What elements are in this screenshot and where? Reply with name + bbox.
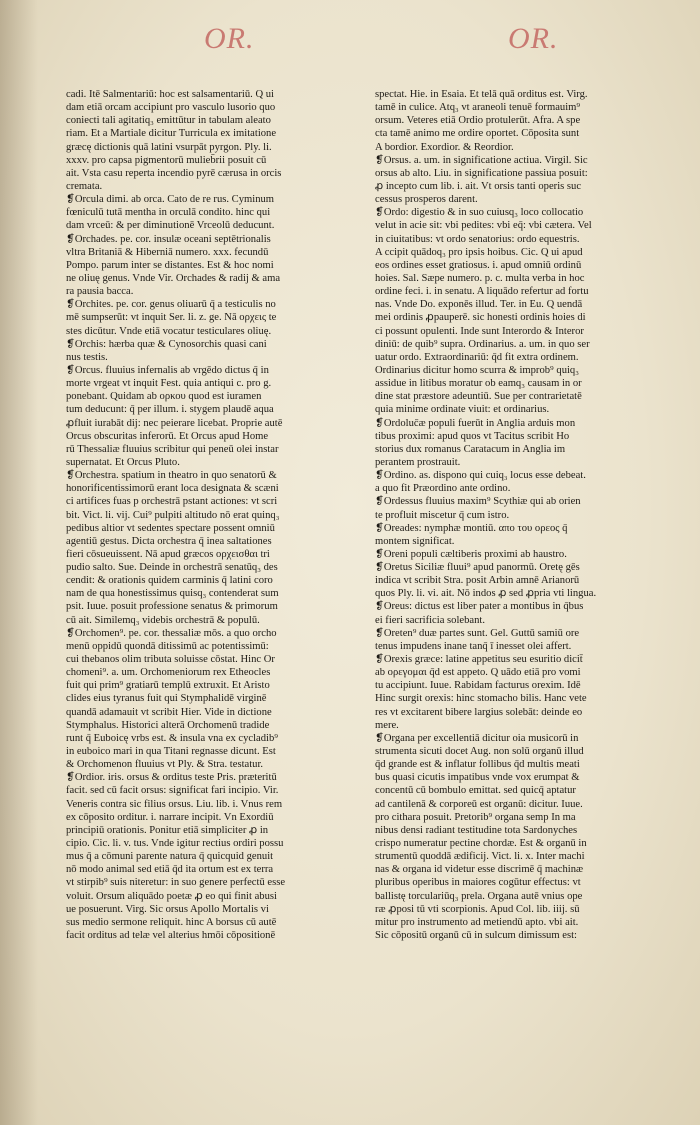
- text-line: ❡Ordior. iris. orsus & orditus teste Pris. præteritū: [66, 772, 277, 784]
- text-line: vltra Britaniā & Hiberniā numero. xxx. fecundū: [66, 246, 269, 258]
- text-line: in ciuitatibus: vt ordo senatorius: ordo equestris.: [375, 233, 580, 245]
- text-line: quos Ply. li. vi. ait. Nō indos ꝓ sed ꝓpria vti lingua.: [375, 588, 597, 600]
- running-head-left: OR.: [204, 22, 255, 55]
- text-line: Ordinarius dicitur homo scurra & improb⁹ quiq₃: [375, 364, 579, 376]
- text-line: storius dux romanus Caratacum in Anglia im: [375, 443, 566, 455]
- running-head-right: OR.: [508, 22, 559, 55]
- text-line: Hinc surgit orexis: hinc stomacho bilis. Hanc vete: [375, 693, 587, 705]
- text-line: ❡Orsus. a. um. in significatione actiua. Virgil. Sic: [375, 154, 588, 166]
- text-line: ❡Ordino. as. dispono qui cuiq₃ locus esse debeat.: [375, 470, 586, 482]
- text-line: ra pausia bacca.: [66, 286, 134, 298]
- text-line: honorificentissimorū erant loca designata & scæni: [66, 483, 279, 495]
- text-line: ❡Organa per excellentiā dicitur oia musicorū in: [375, 732, 579, 744]
- text-line: ex cōposito orditur. i. narrare incipit. Vn Exordiū: [66, 811, 274, 823]
- text-line: ❡Oreus: dictus est liber pater a montibus in q̄bus: [375, 601, 584, 613]
- text-line: ad cantilenā & corporeū est organū: dicitur. Iuue.: [375, 798, 583, 810]
- text-line: A ccipit quādoq₃ pro ipsis hoibus. Cic. Q ui apud: [375, 246, 583, 258]
- text-line: tibus proximi: apud quos vt Tacitus scribit Ho: [375, 430, 570, 442]
- text-line: nam de qua honestissimus quisq₃ contenderat sum: [66, 588, 279, 600]
- text-line: A bordior. Exordior. & Reordior.: [375, 141, 514, 153]
- text-line: ❡Oretus Siciliæ fluui⁹ apud panormū. Oretę gēs: [375, 562, 580, 574]
- text-line: nas. Vnde Do. exponēs illud. Ter. in Eu. Q uendā: [375, 299, 583, 311]
- text-line: tum deducunt: q̄ per illum. i. stygem plaudē aqua: [66, 404, 274, 416]
- text-line: mitur pro instrumento ad metiendū apto. vbi ait.: [375, 916, 579, 928]
- text-line: runt q̄ Euboicę vrbs est. & insula vna ex cycladib⁹: [66, 732, 278, 744]
- text-line: dine stat præstore adeuntiū. Sue per contrarietatē: [375, 391, 582, 403]
- text-line: ne oliuę genus. Vnde Vir. Orchades & radij & ama: [66, 272, 281, 284]
- text-line: tenus impudens inane tanq̄ ī inesset olei affert.: [375, 640, 572, 652]
- text-line: a quo fit Præordino ante ordino.: [375, 483, 511, 495]
- text-line: ❡Orexis græce: latine appetitus seu esuritio dicit̄: [375, 654, 583, 666]
- text-line: ❡Ordo: digestio & in suo cuiusq₃ loco collocatio: [375, 207, 584, 219]
- text-line: quia minime ordinate viuit: et ordinarius.: [375, 404, 550, 416]
- text-line: assidue in litibus moratur ob eamq₃ causam in or: [375, 378, 582, 390]
- text-line: cessus prosperos darent.: [375, 194, 478, 206]
- text-line: fieri cōsueuissent. Nā apud græcos ορχεισθαι tri: [66, 548, 270, 560]
- text-line: nō modo animal sed etiā q̄d ita ortum est ex terra: [66, 864, 274, 876]
- text-line: dam vrceū: & per diminutionē Vrceolū deducunt.: [66, 220, 275, 232]
- text-line: nibus densi radiant testitudine tota Sardonyches: [375, 824, 578, 836]
- gutter-shadow: [0, 0, 38, 1125]
- text-line: pudio salto. Sue. Deinde in orchestrā senatūq₃ des: [66, 562, 278, 574]
- text-line: vt stirpib⁹ suis niteretur: in suo genere perfectū esse: [66, 877, 286, 889]
- text-line: strumentū quoddā ædificij. Vict. li. x. Inter machi: [375, 851, 585, 863]
- text-line: ❡Oreten⁹ duæ partes sunt. Gel. Guttū samiū ore: [375, 627, 580, 639]
- text-line: ue posuerunt. Virg. Sic orsus Apollo Mortalis vi: [66, 903, 269, 915]
- text-line: ei fieri sacrificia solebant.: [375, 614, 486, 626]
- text-line: montem significat.: [375, 535, 455, 547]
- text-line: concentū cū bombulo emittat. sed quicq̄ aptatur: [375, 785, 576, 797]
- text-line: tamē in culice. Atq₃ vt araneoli tenuē formauim⁹: [375, 102, 581, 114]
- text-column-right: [375, 88, 670, 942]
- text-line: ❡Orchites. pe. cor. genus oliuarū q̄ a testiculis no: [66, 299, 276, 311]
- text-line: facit orditus ad telæ vel alterius hmōi cōpositionē: [66, 930, 276, 941]
- text-line: xxxv. pro capsa pigmentorū mulieb̄rii posuit cū: [66, 154, 267, 166]
- text-line: eos ordines esset gratiosus. i. apud omniū ordinū: [375, 259, 582, 271]
- text-line: menū oppidū quondā ditissimū ac potentissimū:: [66, 640, 269, 652]
- text-line: cū ait. Similemq₃ videbis orchestrā & populū.: [66, 614, 260, 626]
- text-line: hoies. Sal. Sæpe numero. p. c. multa verba in hoc: [375, 272, 585, 284]
- text-line: Orcus obscuritas inferorū. Et Orcus apud Home: [66, 430, 269, 442]
- text-line: ❡Orcus. fluuius infernalis ab vrgēdo dictus q̄ in: [66, 364, 269, 376]
- text-line: facit. sed cū facit orsus: significat fari incipio. Vir.: [66, 785, 279, 797]
- text-line: ❡Oreades: nymphæ montiū. απο του ορεος q̄: [375, 522, 568, 534]
- text-line: ❡Orchis: hærba quæ & Cynosorchis quasi cani: [66, 338, 267, 350]
- text-line: pluribus operibus in maiores cogūtur effectus: vt: [375, 877, 581, 889]
- text-line: fœniculū tutā mentha in orculā condito. hinc qui: [66, 207, 271, 219]
- text-line: mus q̄ a cōmuni parente natura q̄ quicquid genuit: [66, 851, 274, 863]
- text-line: voluit. Orsum aliquādo poetæ ꝓ eo qui finit abusi: [66, 890, 277, 902]
- text-line: ait. Vsta casu reperta incendio pyrē cærusa in orcis: [66, 167, 282, 179]
- text-line: Stymphalus. Historici alterā Orchomenū tradide: [66, 719, 270, 731]
- text-line: ❡Oreni populi cæltiberis proximi ab haustro.: [375, 548, 567, 560]
- text-line: fuit qui prim⁹ gratiarū templū extruxit. Et Aristo: [66, 680, 270, 692]
- text-line: sus medio sermone reliquit. hinc A borsus cū autē: [66, 916, 277, 928]
- text-line: ci artifices fuas p orchestrā pstant actiones: vt scri: [66, 496, 278, 508]
- text-line: & Orchomenon fluuius vt Ply. & Stra. testatur.: [66, 759, 264, 771]
- text-line: coniecti tali agitatiq₃ emittūtur in tabulam aleato: [66, 115, 271, 127]
- text-line: ❡Orchestra. spatium in theatro in quo senatorū &: [66, 470, 277, 482]
- text-line: quandā adamauit vt scribit Hier. Vide in dictione: [66, 706, 272, 718]
- text-line: bus quasi cicutis impatibus vnde vox erumpat &: [375, 772, 580, 784]
- text-line: ꝓ incepto cum lib. i. ait. Vt orsis tanti operis suc: [375, 180, 582, 192]
- text-line: perantem prostrauit.: [375, 456, 461, 468]
- text-line: ꝓfluit iurabāt dij: nec peierare licebat. Proprie autē: [66, 417, 283, 429]
- text-line: bit. Vict. li. vij. Cui⁹ pulpiti altitudo nō erat quinq₃: [66, 509, 280, 521]
- text-line: spectat. Hie. in Esaia. Et telā quā orditus est. Virg.: [375, 89, 588, 100]
- text-line: morte vrgeat vt inquit Fest. quia antiqui c. pro g.: [66, 378, 272, 390]
- text-line: ab ορεγομαι q̄d est appeto. Q uādo etiā pro vomi: [375, 667, 581, 679]
- text-line: ræ ꝓposi tū vti scorpionis. Apud Col. lib. iiij. sū: [375, 903, 580, 915]
- text-line: græcę dictionis quā latini vsurpāt pyrgon. Ply. li.: [66, 141, 272, 153]
- text-line: ci possunt opulenti. Inde sunt Interordo & Interor: [375, 325, 584, 337]
- text-line: mere.: [375, 719, 399, 731]
- text-line: principiū orationis. Ponitur etiā simpliciter ꝓ in: [66, 824, 269, 836]
- text-line: Sic cōpositū organū cū in sulcum dimissum est:: [375, 930, 577, 941]
- text-line: cadi. Itē Salmentariū: hoc est salsamentariū. Q ui: [66, 89, 274, 100]
- text-line: nus testis.: [66, 351, 108, 363]
- text-line: cta tamē animo me ordire oportet. Cōposita sunt: [375, 128, 580, 140]
- text-line: ❡Orcula dimi. ab orca. Cato de re rus. Cyminum: [66, 194, 275, 206]
- text-line: dam etiā orcam accipiunt pro vasculo lusorio quo: [66, 102, 276, 114]
- text-line: chomeni⁹. a. um. Orchomeniorum rex Etheocles: [66, 667, 271, 679]
- text-line: ❡Ordoluc̄æ populi fuerūt in Anglia arduis mon: [375, 417, 576, 429]
- text-line: orsum. Veteres etiā Ordio protulerūt. Afra. A spe: [375, 115, 581, 127]
- text-line: rū Thessaliæ fluuius scribitur qui peneū olei instar: [66, 443, 279, 455]
- text-line: supernatat. Et Orcus Pluto.: [66, 456, 180, 468]
- text-line: ballistę torculariūq₃ prela. Organa autē vnius ope: [375, 890, 583, 902]
- text-line: velut in acie sit: vbi pedites: vbi eq̄: vbi cætera. Vel: [375, 220, 592, 232]
- text-line: cendit: & orationis quidem carminis q̄ latini coro: [66, 575, 273, 587]
- text-line: agentiū gestus. Dicta orchestra q̄ inea saltationes: [66, 535, 272, 547]
- text-line: Veneris contra sic filius orsus. Liu. lib. i. Vnus rem: [66, 798, 283, 810]
- text-line: uatur ordo. Extraordinariū: q̄d fit extra ordinem.: [375, 351, 579, 363]
- text-line: ❡Ordessus fluuius maxim⁹ Scythiæ qui ab orien: [375, 496, 581, 508]
- text-line: indica vt scribit Stra. posit Arbin amnē Arianorū: [375, 575, 580, 587]
- text-line: pro cithara posuit. Pretorib⁹ organa semp In ma: [375, 811, 576, 823]
- text-line: orsus ab alto. Liu. in significatione passiua posuit:: [375, 167, 588, 179]
- text-line: Pompo. parum inter se distantes. Est & hoc nomi: [66, 259, 274, 271]
- text-line: stes dicūtur. Vnde etiā vocatur testiculares oliuę.: [66, 325, 272, 337]
- text-line: strumenta sicuti docet Aug. non solū organū illud: [375, 746, 584, 758]
- text-line: mei ordinis ꝓpauperē. sic honesti ordinis hoies di: [375, 312, 586, 324]
- text-line: clides eius tyranus fuit qui Stymphalidē virginē: [66, 693, 267, 705]
- text-column-left: [66, 88, 366, 942]
- text-line: riam. Et a Martiale dicitur Turricula ex imitatione: [66, 128, 277, 140]
- text-line: ponebant. Quidam ab ορκου quod est iuramen: [66, 391, 262, 403]
- text-line: cipio. Cic. li. v. tus. Vnde igitur rectius ordiri possu: [66, 838, 284, 850]
- text-line: te profluit miscetur q̄ cum istro.: [375, 509, 510, 521]
- text-line: tu accipiunt. Iuue. Rabidam facturus orexim. Idē: [375, 680, 581, 692]
- text-line: cui thebanos olim tributa soluisse cōstat. Hinc Or: [66, 654, 275, 666]
- text-line: diniū: de quib⁹ supra. Ordinarius. a. um. in quo ser: [375, 338, 590, 350]
- text-line: cremata.: [66, 180, 103, 192]
- text-line: psit. Iuue. posuit professione senatus & primorum: [66, 601, 278, 613]
- text-line: ❡Orchomen⁹. pe. cor. thessaliæ mōs. a quo orcho: [66, 627, 277, 639]
- text-line: in euboico mari in qua Titani regnasse dicunt. Est: [66, 746, 276, 758]
- text-line: ordine feci. i. in senatu. A liquādo refertur ad fortu: [375, 286, 589, 298]
- text-line: pedibus altior vt sedentes spectare possent omniū: [66, 522, 275, 534]
- text-line: ❡Orchades. pe. cor. insulæ oceani septētrionalis: [66, 233, 271, 245]
- text-line: crispo numeratur pectine chordæ. Est & organū in: [375, 838, 587, 850]
- text-line: mē sumpserūt: vt inquit Ser. li. z. ge. Nā ορχεις te: [66, 312, 277, 324]
- text-line: res vt excitarent bibere largius solebāt: deinde eo: [375, 706, 583, 718]
- text-line: q̄d grande est & inflatur follibus q̄d multis meati: [375, 759, 580, 771]
- text-line: nas & organa id videtur esse discrimē q̄ machinæ: [375, 864, 584, 876]
